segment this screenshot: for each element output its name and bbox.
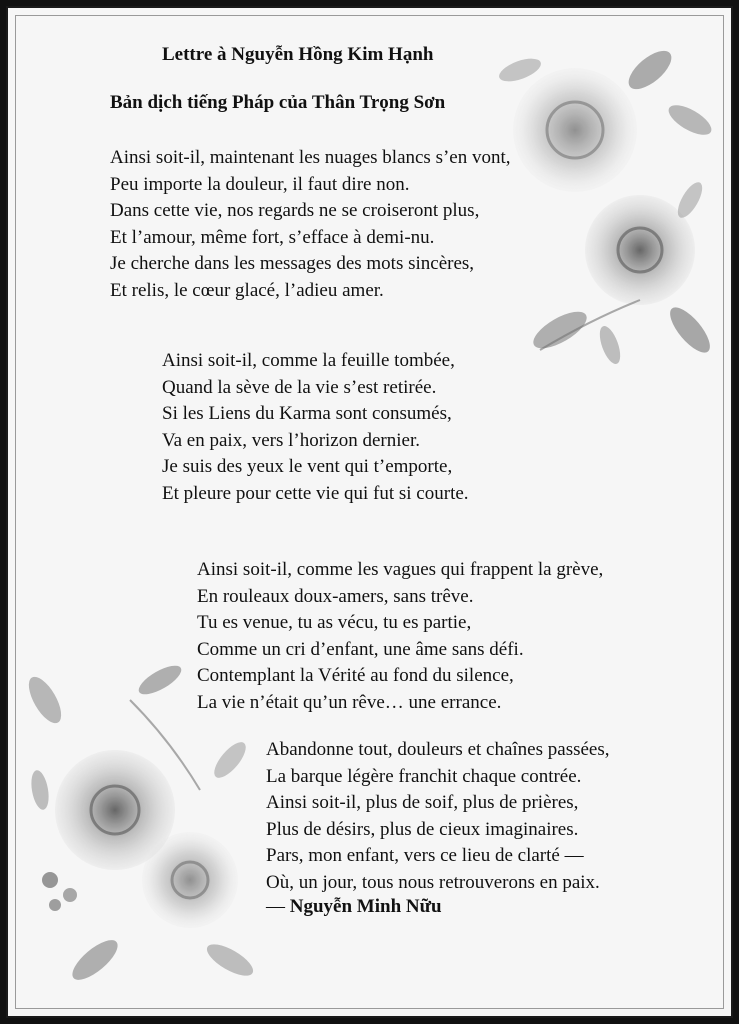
poem-line: Ainsi soit-il, maintenant les nuages blancs s’en vont,: [110, 147, 511, 168]
author-signature: [266, 896, 442, 918]
poem-line: Si les Liens du Karma sont consumés,: [162, 403, 452, 424]
author-name: Nguyễn Minh Nữu: [289, 896, 442, 917]
leaf-shape: [135, 660, 186, 700]
stanza-3: [197, 557, 603, 716]
poem-line: Va en paix, vers l’horizon dernier.: [162, 429, 420, 451]
poem-line: Je cherche dans les messages des mots sincères,: [110, 253, 475, 274]
leaf-shape: [664, 99, 716, 140]
poem-line: En rouleaux doux-amers, sans trêve.: [197, 585, 474, 607]
poem-line: Et pleure pour cette vie qui fut si courte.: [162, 482, 469, 504]
flower-bouquet-top-right: [496, 44, 716, 366]
poem-line: Peu importe la douleur, il faut dire non.: [110, 173, 410, 195]
poem-line: Ainsi soit-il, plus de soif, plus de prières,: [266, 792, 579, 813]
leaf-shape: [22, 672, 67, 728]
stanza-2: [162, 348, 469, 507]
poem-line: La vie n’était qu’un rêve… une errance.: [197, 691, 502, 713]
berry-shape: [49, 899, 61, 911]
leaf-shape: [66, 934, 123, 987]
leaf-shape: [202, 938, 257, 981]
stanza-1: [110, 145, 511, 304]
leaf-shape: [496, 54, 544, 86]
poem-line: Je suis des yeux le vent qui t’emporte,: [162, 456, 453, 477]
leaf-shape: [622, 44, 677, 96]
translation-credit: Bản dịch tiếng Pháp của Thân Trọng Sơn: [110, 92, 446, 113]
poem-line: Ainsi soit-il, comme la feuille tombée,: [162, 350, 455, 371]
berry-shape: [42, 872, 58, 888]
berry-shape: [63, 888, 77, 902]
poem-line: Dans cette vie, nos regards ne se croiseront plus,: [110, 200, 480, 221]
leaf-shape: [596, 323, 625, 366]
poem-line: La barque légère franchit chaque contrée.: [266, 765, 582, 787]
poem-title: Lettre à Nguyễn Hồng Kim Hạnh: [162, 44, 434, 65]
poem-line: Contemplant la Vérité au fond du silence,: [197, 665, 514, 686]
poem-line: Pars, mon enfant, vers ce lieu de clarté —: [266, 845, 584, 866]
leaf-shape: [209, 737, 251, 782]
rose-shape: [513, 68, 637, 192]
leaf-shape: [528, 305, 592, 356]
poem-line: Comme un cri d’enfant, une âme sans défi.: [197, 638, 524, 660]
poem-line: Plus de désirs, plus de cieux imaginaires.: [266, 818, 579, 840]
poem-line: Où, un jour, tous nous retrouverons en paix.: [266, 871, 600, 893]
leaf-shape: [664, 301, 717, 358]
stanza-4: [266, 737, 610, 896]
leaf-shape: [29, 769, 52, 811]
poem-line: Et relis, le cœur glacé, l’adieu amer.: [110, 279, 384, 301]
poem-line: Ainsi soit-il, comme les vagues qui frappent la grève,: [197, 559, 604, 580]
poem-line: Abandonne tout, douleurs et chaînes passées,: [266, 739, 610, 760]
rose-shape: [142, 832, 238, 928]
poem-line: Et l’amour, même fort, s’efface à demi-nu.: [110, 226, 435, 248]
poem-line: Tu es venue, tu as vécu, tu es partie,: [197, 612, 472, 633]
poem-line: Quand la sève de la vie s’est retirée.: [162, 376, 437, 398]
signature-dash: —: [266, 896, 290, 917]
